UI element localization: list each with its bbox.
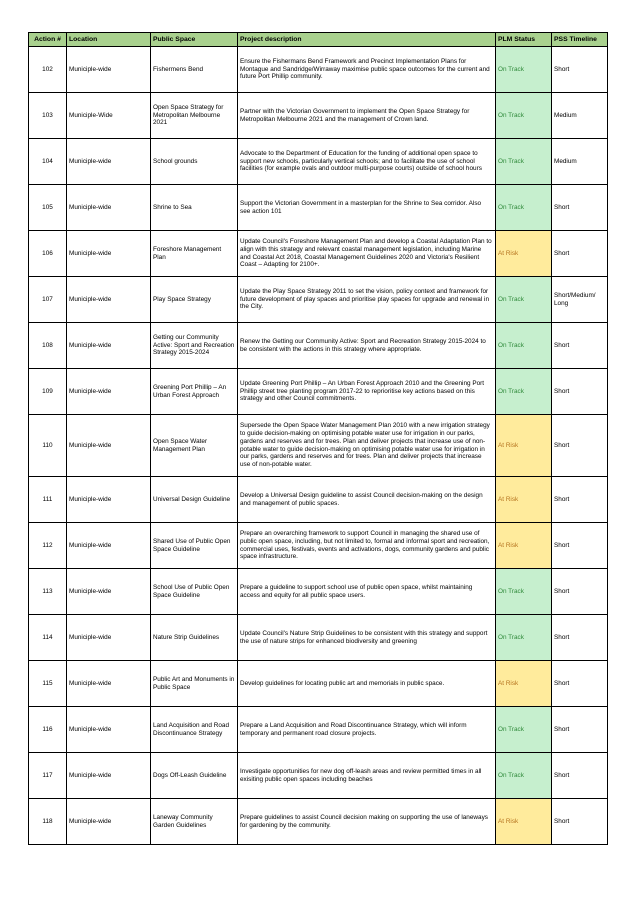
table-row: [29, 569, 608, 615]
cell-location: Municiple-Wide: [67, 93, 151, 139]
cell-public-space: Dogs Off-Leash Guideline: [151, 753, 238, 799]
cell-description: Update Greening Port Phillip – An Urban Forest Approach 2010 and the Greening Port Phillip street tree planting program 2017-22 to reprioritise key actions based on this strategy and other Council commitments.: [238, 369, 496, 415]
cell-status: On Track: [496, 707, 552, 753]
cell-public-space: Public Art and Monuments in Public Space: [151, 661, 238, 707]
cell-action: 104: [29, 139, 67, 185]
cell-status: On Track: [496, 569, 552, 615]
cell-public-space: School grounds: [151, 139, 238, 185]
cell-timeline: Short: [552, 799, 608, 845]
table-row: [29, 93, 608, 139]
cell-public-space: Foreshore Management Plan: [151, 231, 238, 277]
cell-status: At Risk: [496, 477, 552, 523]
cell-action: 117: [29, 753, 67, 799]
table-row: [29, 615, 608, 661]
cell-location: Municiple-wide: [67, 799, 151, 845]
cell-action: 103: [29, 93, 67, 139]
cell-action: 105: [29, 185, 67, 231]
table-header-row: [29, 33, 608, 47]
cell-location: Municiple-wide: [67, 661, 151, 707]
cell-status: On Track: [496, 615, 552, 661]
cell-location: Municiple-wide: [67, 615, 151, 661]
cell-action: 110: [29, 415, 67, 477]
cell-description: Prepare a guideline to support school use of public open space, whilst maintaining access and equity for all public space users.: [238, 569, 496, 615]
cell-timeline: Medium: [552, 93, 608, 139]
cell-location: Municiple-wide: [67, 185, 151, 231]
cell-status: At Risk: [496, 523, 552, 569]
cell-timeline: Short: [552, 523, 608, 569]
cell-timeline: Short: [552, 615, 608, 661]
table-row: [29, 369, 608, 415]
cell-description: Update the Play Space Strategy 2011 to set the vision, policy context and framework for future development of play spaces and prioritise play spaces for upgrade and renewal in the City.: [238, 277, 496, 323]
cell-status: On Track: [496, 139, 552, 185]
table-row: [29, 139, 608, 185]
cell-status: At Risk: [496, 661, 552, 707]
cell-action: 114: [29, 615, 67, 661]
cell-timeline: Short: [552, 569, 608, 615]
cell-public-space: Getting our Community Active: Sport and Recreation Strategy 2015-2024: [151, 323, 238, 369]
action-plan-table: [28, 32, 608, 845]
header-project-description: Project description: [238, 33, 496, 47]
cell-public-space: Shrine to Sea: [151, 185, 238, 231]
cell-location: Municiple-wide: [67, 47, 151, 93]
cell-public-space: Open Space Strategy for Metropolitan Melbourne 2021: [151, 93, 238, 139]
cell-status: On Track: [496, 753, 552, 799]
cell-status: At Risk: [496, 231, 552, 277]
cell-public-space: School Use of Public Open Space Guideline: [151, 569, 238, 615]
cell-description: Ensure the Fishermans Bend Framework and Precinct Implementation Plans for Montague and Sandridge/Wirraway maximise public space outcomes for the current and future Port Phillip community.: [238, 47, 496, 93]
cell-location: Municiple-wide: [67, 231, 151, 277]
cell-timeline: Medium: [552, 139, 608, 185]
table-row: [29, 477, 608, 523]
cell-action: 102: [29, 47, 67, 93]
cell-description: Update Council's Nature Strip Guidelines to be consistent with this strategy and support the use of nature strips for enhanced biodiversity and greening: [238, 615, 496, 661]
header-location: Location: [67, 33, 151, 47]
header-action-number: Action #: [29, 33, 67, 47]
table-row: [29, 523, 608, 569]
cell-timeline: Short: [552, 231, 608, 277]
table-row: [29, 753, 608, 799]
cell-status: At Risk: [496, 799, 552, 845]
cell-action: 112: [29, 523, 67, 569]
cell-status: On Track: [496, 323, 552, 369]
cell-location: Municiple-wide: [67, 277, 151, 323]
table-row: [29, 231, 608, 277]
cell-timeline: Short: [552, 707, 608, 753]
cell-action: 107: [29, 277, 67, 323]
table-row: [29, 661, 608, 707]
cell-action: 118: [29, 799, 67, 845]
cell-action: 113: [29, 569, 67, 615]
cell-location: Municiple-wide: [67, 569, 151, 615]
cell-location: Municiple-wide: [67, 415, 151, 477]
cell-location: Municiple-wide: [67, 707, 151, 753]
cell-timeline: Short/Medium/ Long: [552, 277, 608, 323]
cell-description: Prepare an overarching framework to support Council in managing the shared use of public open space, including, but not limited to, formal and informal sport and recreation, commercial uses, festivals, events and activations, dogs, community gardens and public space infrastructure.: [238, 523, 496, 569]
cell-status: On Track: [496, 185, 552, 231]
table-row: [29, 277, 608, 323]
table-row: [29, 707, 608, 753]
cell-description: Support the Victorian Government in a masterplan for the Shrine to Sea corridor. Also see action 101: [238, 185, 496, 231]
cell-public-space: Shared Use of Public Open Space Guideline: [151, 523, 238, 569]
header-plm-status: PLM Status: [496, 33, 552, 47]
header-pss-timeline: PSS Timeline: [552, 33, 608, 47]
cell-location: Municiple-wide: [67, 139, 151, 185]
cell-public-space: Play Space Strategy: [151, 277, 238, 323]
cell-description: Develop a Universal Design guideline to assist Council decision-making on the design and management of public spaces.: [238, 477, 496, 523]
cell-action: 106: [29, 231, 67, 277]
table-row: [29, 799, 608, 845]
cell-description: Renew the Getting our Community Active: Sport and Recreation Strategy 2015-2024 to be consistent with the actions in this strategy where appropriate.: [238, 323, 496, 369]
cell-action: 108: [29, 323, 67, 369]
cell-action: 116: [29, 707, 67, 753]
cell-description: Supersede the Open Space Water Management Plan 2010 with a new irrigation strategy to guide decision-making on optimising potable water use for irrigation in our parks, gardens and reserves and for trees. Plan and deliver projects that increase use of non-potable water to guide decision-making on optimising potable water use for irrigation in our parks, gardens and reserves and for trees. Plan and deliver projects that increase use of non-potable water.: [238, 415, 496, 477]
cell-description: Partner with the Victorian Government to implement the Open Space Strategy for Metropolitan Melbourne 2021 and the management of Crown land.: [238, 93, 496, 139]
cell-public-space: Land Acquisition and Road Discontinuance Strategy: [151, 707, 238, 753]
cell-action: 109: [29, 369, 67, 415]
cell-description: Prepare guidelines to assist Council decision making on supporting the use of laneways for gardening by the community.: [238, 799, 496, 845]
cell-public-space: Open Space Water Management Plan: [151, 415, 238, 477]
table-row: [29, 415, 608, 477]
cell-location: Municiple-wide: [67, 369, 151, 415]
cell-action: 111: [29, 477, 67, 523]
cell-status: On Track: [496, 47, 552, 93]
cell-public-space: Laneway Community Garden Guidelines: [151, 799, 238, 845]
cell-location: Municiple-wide: [67, 523, 151, 569]
cell-status: At Risk: [496, 415, 552, 477]
table-body: [29, 47, 608, 845]
table-row: [29, 185, 608, 231]
table-row: [29, 47, 608, 93]
cell-timeline: Short: [552, 477, 608, 523]
cell-public-space: Greening Port Phillip – An Urban Forest Approach: [151, 369, 238, 415]
cell-public-space: Universal Design Guideline: [151, 477, 238, 523]
cell-description: Advocate to the Department of Education for the funding of additional open space to support new schools, particularly vertical schools; and to facilitate the use of school facilities (for example ovals and outdoor multi-purpose courts) outside of school hours: [238, 139, 496, 185]
cell-location: Municiple-wide: [67, 477, 151, 523]
cell-action: 115: [29, 661, 67, 707]
cell-location: Municiple-wide: [67, 323, 151, 369]
cell-status: On Track: [496, 277, 552, 323]
cell-timeline: Short: [552, 661, 608, 707]
cell-timeline: Short: [552, 185, 608, 231]
cell-description: Update Council's Foreshore Management Plan and develop a Coastal Adaptation Plan to align with this strategy and relevant coastal management legislation, including Marine and Coastal Act 2018, Coastal Management Guidelines 2020 and Victoria's Resilient Coast – Adapting for 2100+.: [238, 231, 496, 277]
cell-description: Prepare a Land Acquisition and Road Discontinuance Strategy, which will inform temporary and permanent road closure projects.: [238, 707, 496, 753]
cell-description: Develop guidelines for locating public art and memorials in public space.: [238, 661, 496, 707]
cell-timeline: Short: [552, 753, 608, 799]
table-row: [29, 323, 608, 369]
cell-public-space: Fishermens Bend: [151, 47, 238, 93]
cell-timeline: Short: [552, 47, 608, 93]
cell-timeline: Short: [552, 415, 608, 477]
cell-timeline: Short: [552, 369, 608, 415]
header-public-space: Public Space: [151, 33, 238, 47]
cell-status: On Track: [496, 369, 552, 415]
cell-description: Investigate opportunities for new dog off-leash areas and review permitted times in all exisiting public open spaces including beaches: [238, 753, 496, 799]
cell-timeline: Short: [552, 323, 608, 369]
cell-status: On Track: [496, 93, 552, 139]
cell-public-space: Nature Strip Guidelines: [151, 615, 238, 661]
cell-location: Municiple-wide: [67, 753, 151, 799]
